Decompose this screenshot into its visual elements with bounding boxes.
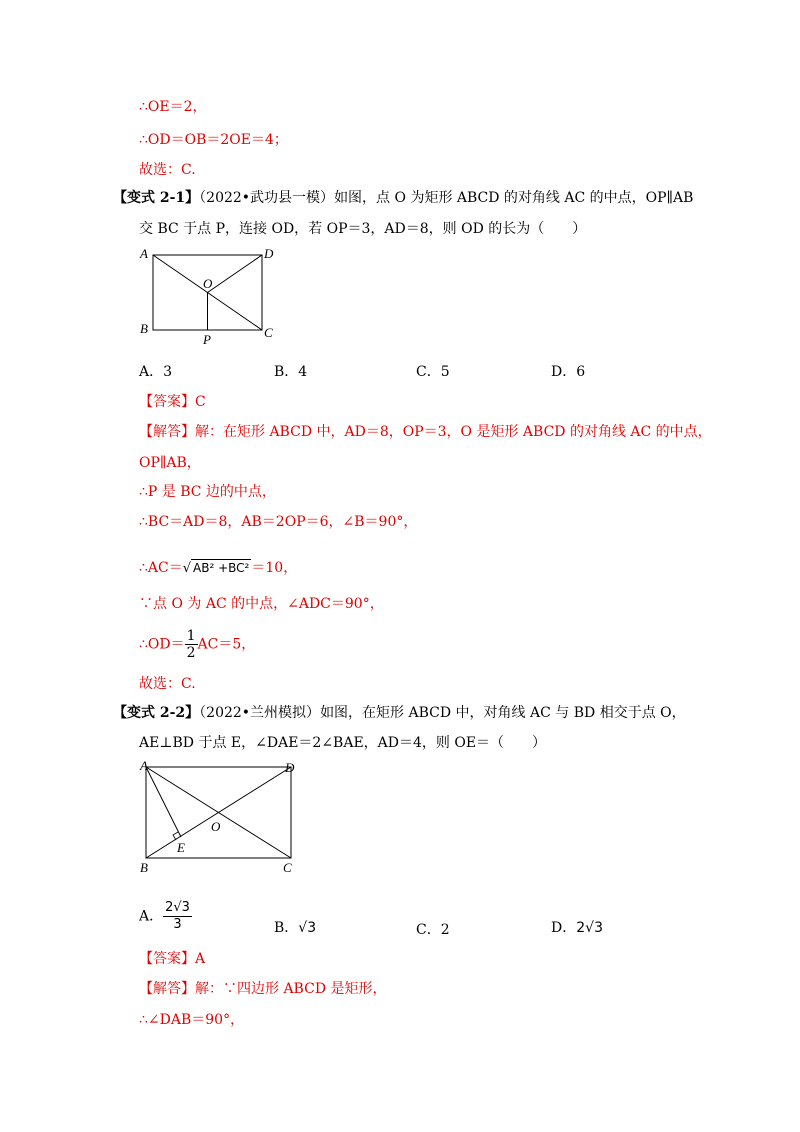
solution-tag: 【解答】	[139, 424, 195, 440]
solution-line: ∴∠DAB＝90°，	[139, 1012, 245, 1028]
label-B: B	[140, 860, 148, 875]
solution-tag: 【解答】	[139, 981, 195, 997]
solution-line	[139, 628, 255, 661]
answer-tag: 【答案】	[139, 394, 195, 410]
answer-line	[139, 392, 206, 412]
question-text-line2: 交 BC 于点 P，连接 OD，若 OP＝3，AD＝8，则 OD 的长为（ ）	[139, 221, 587, 237]
solution-text: 解：在矩形 ABCD 中，AD＝8，OP＝3，O 是矩形 ABCD 的对角线 AC 的中点，	[195, 424, 712, 440]
solution-text: 解：∵四边形 ABCD 是矩形，	[195, 981, 387, 997]
solution-line: ∴OD＝OB＝2OE＝4；	[139, 132, 288, 148]
answer-tag: 【答案】	[139, 951, 195, 967]
fraction-2sqrt3-over-3: $\frac{2√3}{3}$	[165, 900, 190, 932]
solution-text: ＝10，	[251, 560, 298, 576]
option-b: B．4	[274, 364, 308, 380]
question-source: （2022•武功县一模）	[199, 190, 335, 206]
question-text-line2: AE⊥BD 于点 E，∠DAE＝2∠BAE，AD＝4，则 OE＝（ ）	[139, 735, 547, 751]
label-A: A	[140, 246, 148, 261]
solution-line: ∵点 O 为 AC 的中点，∠ADC＝90°，	[139, 596, 384, 612]
fraction-half: $\frac{1}{2}$	[186, 628, 196, 661]
question-source: （2022•兰州模拟）	[199, 705, 321, 721]
solution-line: 故选：C.	[139, 676, 196, 692]
solution-text: ∴OD＝	[139, 636, 185, 653]
solution-line: ∴BC＝AD＝8，AB＝2OP＝6，∠B＝90°，	[139, 514, 418, 530]
solution-line	[139, 422, 712, 442]
option-d: D．6	[551, 364, 586, 380]
label-O: O	[203, 276, 213, 291]
question-2-1-stem	[113, 188, 693, 208]
label-O: O	[211, 819, 221, 834]
answer-value: C	[195, 394, 206, 410]
radicand: AB² +BC²	[193, 561, 250, 575]
option-c: C．5	[416, 364, 450, 380]
solution-line: 故选：C.	[139, 162, 196, 178]
label-P: P	[203, 332, 211, 347]
solution-line	[139, 979, 387, 999]
option-a: A． $\frac{2√3}{3}$	[139, 900, 190, 932]
label-D: D	[285, 760, 295, 775]
question-tag: 【变式 2-1】	[113, 190, 200, 206]
question-2-2-stem	[113, 703, 686, 723]
option-c: C．2	[416, 922, 450, 938]
question-text: 如图，点 O 为矩形 ABCD 的对角线 AC 的中点，OP∥AB	[334, 190, 694, 206]
rectangle-abcd-diagram-2	[135, 758, 300, 878]
solution-line: ∴P 是 BC 边的中点，	[139, 484, 276, 500]
label-E: E	[177, 840, 185, 855]
option-a: A．3	[139, 364, 173, 380]
solution-line: ∴AC＝√ AB² +BC² ＝10，	[139, 560, 298, 576]
label-C: C	[264, 325, 273, 340]
solution-line: OP∥AB，	[139, 455, 201, 471]
label-C: C	[283, 860, 292, 875]
label-B: B	[140, 321, 148, 336]
question-tag: 【变式 2-2】	[113, 705, 200, 721]
answer-line	[139, 949, 205, 969]
solution-line: ∴OE＝2，	[139, 99, 207, 115]
label-A: A	[140, 758, 148, 773]
solution-text: ∴AC＝	[139, 560, 183, 576]
solution-text: AC＝5，	[197, 636, 256, 653]
answer-value: A	[195, 951, 206, 967]
question-text: 如图，在矩形 ABCD 中，对角线 AC 与 BD 相交于点 O，	[320, 705, 686, 721]
option-d: D．2√3	[551, 920, 603, 936]
label-D: D	[264, 246, 274, 261]
rectangle-abcd-diagram-1	[135, 245, 285, 350]
option-b: B．√3	[274, 920, 317, 936]
